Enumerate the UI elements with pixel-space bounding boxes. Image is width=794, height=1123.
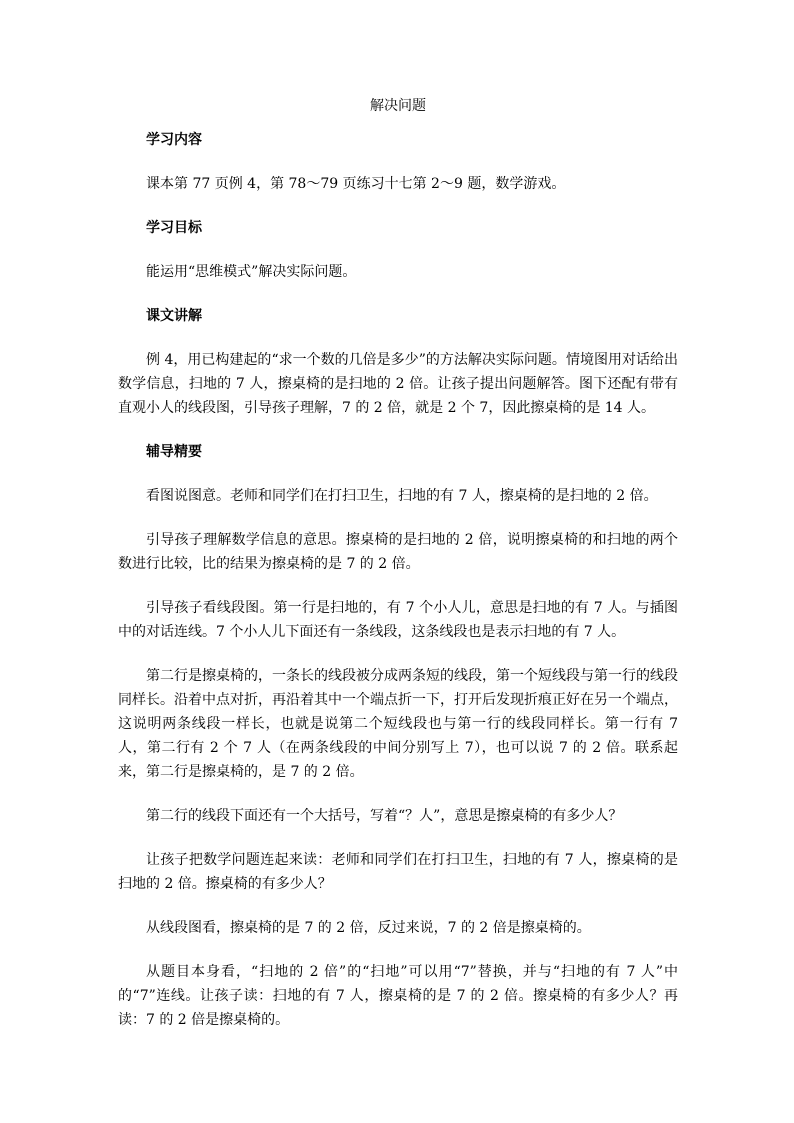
document-title: 解决问题 — [370, 98, 426, 114]
paragraph-guidance-4: 第二行是擦桌椅的，一条长的线段被分成两条短的线段，第一个短线段与第一行的线段同样长。沿着中点对折，再沿着其中一个端点折一下，打开后发现折痕正好在另一个端点，这说明两条线段一样长，也就是说第二个短线段也与第一行的线段同样长。第一行有 7 人，第二行有 2 个 7 人（在两条线段的中间分别写上 7），也可以说 7 的 2 倍。联系起来，第二行是擦桌椅的，是 7 的 2 倍。 — [118, 668, 678, 780]
paragraph-content: 课本第 77 页例 4，第 78～79 页练习十七第 2～9 题，数学游戏。 — [146, 176, 566, 192]
document-body — [118, 94, 678, 1052]
paragraph-lesson: 例 4，用已构建起的“求一个数的几倍是多少”的方法解决实际问题。情境图用对话给出数学信息，扫地的 7 人，擦桌椅的是扫地的 2 倍。让孩子提出问题解答。图下还配有带有直观小人的线段图，引导孩子理解，7 的 2 倍，就是 2 个 7，因此擦桌椅的是 14 人。 — [118, 352, 678, 416]
paragraph-guidance-8: 从题目本身看，“扫地的 2 倍”的“扫地”可以用“7”替换，并与“扫地的有 7 人”中的“7”连线。让孩子读：扫地的有 7 人，擦桌椅的是 7 的 2 倍。擦桌椅的有多少人？再读：7 的 2 倍是擦桌椅的。 — [118, 964, 678, 1028]
paragraph-guidance-5: 第二行的线段下面还有一个大括号，写着“？人”，意思是擦桌椅的有多少人？ — [146, 808, 623, 824]
paragraph-guidance-6: 让孩子把数学问题连起来读：老师和同学们在打扫卫生，扫地的有 7 人，擦桌椅的是扫地的 2 倍。擦桌椅的有多少人？ — [118, 852, 678, 892]
paragraph-guidance-2: 引导孩子理解数学信息的意思。擦桌椅的是扫地的 2 倍，说明擦桌椅的和扫地的两个数进行比较，比的结果为擦桌椅的是 7 的 2 倍。 — [118, 532, 678, 572]
paragraph-guidance-7: 从线段图看，擦桌椅的是 7 的 2 倍，反过来说，7 的 2 倍是擦桌椅的。 — [146, 920, 591, 936]
section-heading-guidance: 辅导精要 — [146, 444, 202, 460]
section-heading-content: 学习内容 — [146, 132, 202, 148]
paragraph-guidance-3: 引导孩子看线段图。第一行是扫地的，有 7 个小人儿，意思是扫地的有 7 人。与插图中的对话连线。7 个小人儿下面还有一条线段，这条线段也是表示扫地的有 7 人。 — [118, 600, 678, 640]
section-heading-lesson: 课文讲解 — [146, 308, 202, 324]
section-heading-goal: 学习目标 — [146, 220, 202, 236]
paragraph-goal: 能运用“思维模式”解决实际问题。 — [146, 264, 357, 280]
paragraph-guidance-1: 看图说图意。老师和同学们在打扫卫生，扫地的有 7 人，擦桌椅的是扫地的 2 倍。 — [146, 488, 658, 504]
